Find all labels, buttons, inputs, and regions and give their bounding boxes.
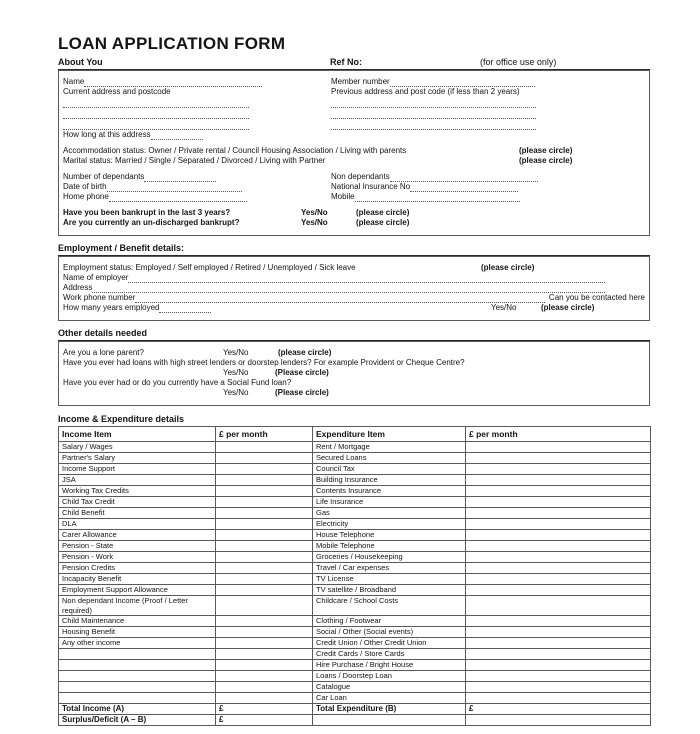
expenditure-amount-cell: [466, 660, 651, 671]
totals-row: [59, 704, 651, 715]
income-amount-cell: [216, 693, 313, 704]
expenditure-amount-cell: [466, 682, 651, 693]
bankrupt-q2-label: Are you currently an un-discharged bankrupt?: [63, 218, 240, 227]
table-row: [59, 475, 651, 486]
current-address-line-2: [63, 108, 249, 119]
income-amount-cell: [216, 671, 313, 682]
table-row: [59, 519, 651, 530]
bankrupt-q2-please-circle: (please circle): [356, 218, 410, 227]
table-row: [59, 660, 651, 671]
table-row: [59, 497, 651, 508]
table-row: [59, 638, 651, 649]
member-number-fill-line: [390, 78, 535, 87]
other-details-box: [58, 341, 650, 406]
years-employed-label: How many years employed: [63, 303, 160, 312]
expenditure-item-cell: Council Tax: [313, 464, 466, 475]
bankrupt-q1-label: Have you been bankrupt in the last 3 years?: [63, 208, 231, 217]
income-amount-cell: [216, 519, 313, 530]
income-item-cell: Housing Benefit: [59, 627, 216, 638]
income-amount-cell: [216, 638, 313, 649]
surplus-empty-amount-cell: [466, 715, 651, 726]
expenditure-amount-cell: [466, 497, 651, 508]
income-item-cell: [59, 671, 216, 682]
income-item-cell: Any other income: [59, 638, 216, 649]
income-amount-cell: [216, 464, 313, 475]
income-amount-cell: [216, 616, 313, 627]
income-amount-cell: [216, 574, 313, 585]
expenditure-amount-cell: [466, 519, 651, 530]
table-row: [59, 671, 651, 682]
expenditure-amount-cell: [466, 585, 651, 596]
income-amount-cell: [216, 596, 313, 616]
expenditure-amount-cell: [466, 693, 651, 704]
expenditure-item-cell: Gas: [313, 508, 466, 519]
income-amount-cell: [216, 682, 313, 693]
about-you-header-row: [58, 57, 650, 70]
income-amount-cell: [216, 541, 313, 552]
expenditure-item-cell: Clothing / Footwear: [313, 616, 466, 627]
section-heading-income-expenditure: Income & Expenditure details: [58, 414, 185, 424]
lenders-please-circle: (Please circle): [275, 368, 329, 377]
total-income-label: Total Income (A): [59, 704, 216, 715]
income-expenditure-table: [58, 426, 651, 726]
expenditure-amount-cell: [466, 453, 651, 464]
table-row: [59, 649, 651, 660]
dob-label: Date of birth: [63, 182, 107, 191]
total-expenditure-label: Total Expenditure (B): [313, 704, 466, 715]
section-heading-other-details: Other details needed: [58, 326, 650, 341]
home-phone-fill-line: [109, 193, 247, 202]
expenditure-amount-cell: [466, 563, 651, 574]
income-item-cell: [59, 693, 216, 704]
employer-address-label: Address: [63, 283, 93, 292]
income-item-cell: Child Maintenance: [59, 616, 216, 627]
expenditure-item-cell: Loans / Doorstep Loan: [313, 671, 466, 682]
expenditure-amount-cell: [466, 530, 651, 541]
current-address-line-1: [63, 97, 249, 108]
expenditure-amount-cell: [466, 574, 651, 585]
expenditure-item-cell: Hire Purchase / Bright House: [313, 660, 466, 671]
table-row: [59, 682, 651, 693]
income-item-cell: Child Benefit: [59, 508, 216, 519]
member-number-label: Member number: [331, 77, 390, 86]
expenditure-item-cell: Credit Union / Other Credit Union: [313, 638, 466, 649]
income-item-cell: Income Support: [59, 464, 216, 475]
expenditure-item-cell: Catalogue: [313, 682, 466, 693]
table-row: [59, 530, 651, 541]
income-item-cell: Working Tax Credits: [59, 486, 216, 497]
expenditure-per-month-header: £ per month: [466, 427, 651, 442]
income-amount-cell: [216, 660, 313, 671]
total-expenditure-value: £: [466, 704, 651, 715]
dependants-label: Number of dependants: [63, 172, 145, 181]
expenditure-amount-cell: [466, 486, 651, 497]
income-amount-cell: [216, 453, 313, 464]
expenditure-amount-cell: [466, 627, 651, 638]
surplus-empty-cell: [313, 715, 466, 726]
table-row: [59, 442, 651, 453]
income-amount-cell: [216, 552, 313, 563]
income-item-cell: DLA: [59, 519, 216, 530]
high-street-lenders-question: Have you ever had loans with high street lenders or doorstep lenders? For example Provident or Cheque Centre?: [63, 358, 465, 367]
ni-number-fill-line: [410, 183, 518, 192]
income-item-cell: [59, 660, 216, 671]
table-row: [59, 508, 651, 519]
table-row: [59, 464, 651, 475]
income-amount-cell: [216, 649, 313, 660]
table-row: [59, 596, 651, 616]
loan-application-document: [58, 34, 650, 726]
expenditure-item-cell: House Telephone: [313, 530, 466, 541]
expenditure-item-cell: Building Insurance: [313, 475, 466, 486]
expenditure-item-cell: TV License: [313, 574, 466, 585]
income-item-cell: Pension - Work: [59, 552, 216, 563]
expenditure-item-cell: Car Loan: [313, 693, 466, 704]
non-dependants-label: Non dependants: [331, 172, 390, 181]
how-long-label: How long at this address: [63, 130, 151, 139]
income-item-cell: Non dependant Income (Proof / Letter required): [59, 596, 216, 616]
employment-status-label: Employment status: Employed / Self employed / Retired / Unemployed / Sick leave: [63, 263, 356, 272]
employment-box: [58, 256, 650, 321]
non-dependants-fill-line: [390, 173, 538, 182]
income-expenditure-table-body: [59, 442, 651, 704]
income-amount-cell: [216, 563, 313, 574]
accommodation-status-label: Accommodation status: Owner / Private rental / Council Housing Association / Living with parents: [63, 146, 407, 155]
name-member-row: [63, 77, 645, 87]
expenditure-item-cell: Groceries / Housekeeping: [313, 552, 466, 563]
bankrupt-q2-yes-no: Yes/No: [301, 218, 328, 227]
expenditure-item-cell: Mobile Telephone: [313, 541, 466, 552]
surplus-deficit-row: [59, 715, 651, 726]
table-row: [59, 574, 651, 585]
expenditure-amount-cell: [466, 638, 651, 649]
table-row: [59, 453, 651, 464]
expenditure-amount-cell: [466, 475, 651, 486]
contact-please-circle: (please circle): [541, 303, 595, 312]
income-item-cell: JSA: [59, 475, 216, 486]
current-address-line-3: [63, 119, 249, 130]
expenditure-item-header: Expenditure Item: [313, 427, 466, 442]
expenditure-amount-cell: [466, 442, 651, 453]
income-item-header: Income Item: [59, 427, 216, 442]
bankrupt-q1-please-circle: (please circle): [356, 208, 410, 217]
social-fund-please-circle: (Please circle): [275, 388, 329, 397]
surplus-deficit-value: £: [216, 715, 313, 726]
page-title: LOAN APPLICATION FORM: [58, 34, 286, 53]
section-heading-employment: Employment / Benefit details:: [58, 241, 650, 256]
expenditure-item-cell: Life Insurance: [313, 497, 466, 508]
marital-status-label: Marital status: Married / Single / Separated / Divorced / Living with Partner: [63, 156, 326, 165]
surplus-deficit-label: Surplus/Deficit (A – B): [59, 715, 216, 726]
work-phone-label: Work phone number: [63, 293, 136, 302]
current-address-label: Current address and postcode: [63, 87, 171, 96]
table-row: [59, 693, 651, 704]
bankrupt-q1-yes-no: Yes/No: [301, 208, 328, 217]
employer-address-fill-line: [92, 284, 605, 293]
income-item-cell: Employment Support Allowance: [59, 585, 216, 596]
expenditure-item-cell: Travel / Car expenses: [313, 563, 466, 574]
income-per-month-header: £ per month: [216, 427, 313, 442]
expenditure-amount-cell: [466, 552, 651, 563]
lone-parent-please-circle: (please circle): [278, 348, 332, 357]
expenditure-amount-cell: [466, 508, 651, 519]
income-item-cell: Child Tax Credit: [59, 497, 216, 508]
previous-address-label: Previous address and post code (if less than 2 years): [331, 87, 520, 96]
table-row: [59, 541, 651, 552]
expenditure-item-cell: Electricity: [313, 519, 466, 530]
home-phone-label: Home phone: [63, 192, 109, 201]
income-amount-cell: [216, 530, 313, 541]
expenditure-amount-cell: [466, 671, 651, 682]
income-item-cell: Salary / Wages: [59, 442, 216, 453]
section-heading-about-you: About You: [58, 57, 103, 67]
expenditure-amount-cell: [466, 464, 651, 475]
expenditure-item-cell: Credit Cards / Store Cards: [313, 649, 466, 660]
contact-yes-no: Yes/No: [491, 303, 517, 312]
previous-address-line-2: [331, 108, 536, 119]
expenditure-item-cell: Secured Loans: [313, 453, 466, 464]
expenditure-item-cell: Contents Insurance: [313, 486, 466, 497]
expenditure-item-cell: TV satellite / Broadband: [313, 585, 466, 596]
previous-address-line-1: [331, 97, 536, 108]
income-item-cell: Pension - State: [59, 541, 216, 552]
expenditure-item-cell: Childcare / School Costs: [313, 596, 466, 616]
table-row: [59, 552, 651, 563]
social-fund-yes-no: Yes/No: [223, 388, 249, 397]
income-item-cell: Pension Credits: [59, 563, 216, 574]
lenders-yes-no: Yes/No: [223, 368, 249, 377]
table-row: [59, 486, 651, 497]
table-row: [59, 585, 651, 596]
total-income-value: £: [216, 704, 313, 715]
social-fund-question: Have you ever had or do you currently have a Social Fund loan?: [63, 378, 292, 387]
previous-address-line-3: [331, 119, 536, 130]
accommodation-please-circle: (please circle): [519, 146, 573, 155]
address-labels-row: [63, 87, 645, 97]
name-label: Name: [63, 77, 85, 86]
expenditure-amount-cell: [466, 649, 651, 660]
income-amount-cell: [216, 497, 313, 508]
income-amount-cell: [216, 442, 313, 453]
dob-fill-line: [107, 183, 242, 192]
employer-label: Name of employer: [63, 273, 129, 282]
how-long-fill-line: [151, 131, 203, 140]
table-row: [59, 563, 651, 574]
income-amount-cell: [216, 627, 313, 638]
income-item-cell: [59, 649, 216, 660]
income-item-cell: Carer Allowance: [59, 530, 216, 541]
contact-here-label: Can you be contacted here: [548, 293, 645, 302]
expenditure-amount-cell: [466, 596, 651, 616]
marital-please-circle: (please circle): [519, 156, 573, 165]
work-phone-fill-line: [135, 294, 545, 303]
income-amount-cell: [216, 486, 313, 497]
income-amount-cell: [216, 508, 313, 519]
table-row: [59, 616, 651, 627]
lone-parent-yes-no: Yes/No: [223, 348, 249, 357]
dependants-fill-line: [144, 173, 216, 182]
employer-fill-line: [128, 274, 605, 283]
expenditure-item-cell: Social / Other (Social events): [313, 627, 466, 638]
mobile-fill-line: [355, 193, 520, 202]
employment-please-circle: (please circle): [481, 263, 535, 272]
ni-number-label: National Insurance No: [331, 182, 411, 191]
name-fill-line: [84, 78, 262, 87]
about-you-box: [58, 70, 650, 236]
ref-no-label: Ref No:: [330, 57, 362, 67]
income-amount-cell: [216, 585, 313, 596]
lone-parent-label: Are you a lone parent?: [63, 348, 144, 357]
income-item-cell: Incapacity Benefit: [59, 574, 216, 585]
income-amount-cell: [216, 475, 313, 486]
expenditure-amount-cell: [466, 616, 651, 627]
expenditure-amount-cell: [466, 541, 651, 552]
expenditure-item-cell: Rent / Mortgage: [313, 442, 466, 453]
years-employed-fill-line: [159, 304, 211, 313]
table-header-row: [59, 427, 651, 442]
income-item-cell: [59, 682, 216, 693]
table-row: [59, 627, 651, 638]
mobile-label: Mobile: [331, 192, 355, 201]
income-item-cell: Partner's Salary: [59, 453, 216, 464]
office-use-label: (for office use only): [480, 57, 557, 67]
